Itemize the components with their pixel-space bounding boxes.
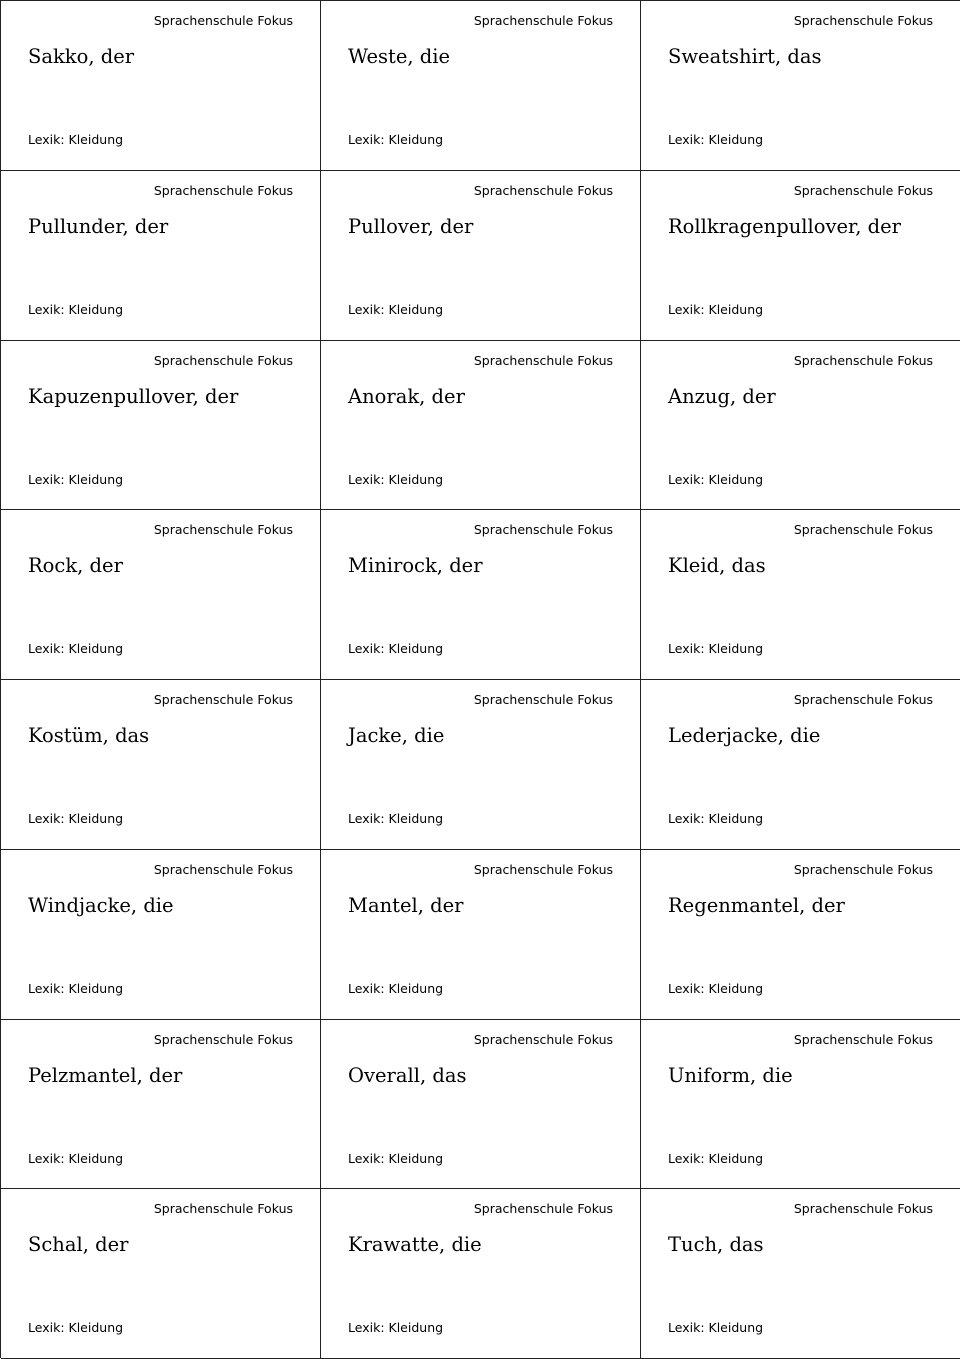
card-school-name: Sprachenschule Fokus [153,522,293,538]
card-school-name: Sprachenschule Fokus [153,13,293,28]
card-school-name: Sprachenschule Fokus [793,522,933,538]
card-topic-label: Lexik: Kleidung [668,1150,764,1166]
card-vocabulary-word: Lederjacke, die [668,724,821,747]
card-topic-label: Lexik: Kleidung [28,301,124,317]
flashcard [1,850,321,1020]
card-topic-label: Lexik: Kleidung [348,1150,444,1166]
card-topic-label: Lexik: Kleidung [668,980,764,996]
card-topic-label: Lexik: Kleidung [668,132,764,147]
card-school-name: Sprachenschule Fokus [473,352,613,368]
flashcard [321,1189,641,1359]
flashcard [1,1,321,171]
card-vocabulary-word: Jacke, die [348,724,445,747]
flashcard [321,1020,641,1190]
card-school-name: Sprachenschule Fokus [793,352,933,368]
card-school-name: Sprachenschule Fokus [473,182,613,198]
card-topic-label: Lexik: Kleidung [28,1150,124,1166]
card-school-name: Sprachenschule Fokus [793,861,933,877]
flashcard [321,510,641,680]
card-vocabulary-word: Pelzmantel, der [28,1063,183,1087]
card-topic-label: Lexik: Kleidung [28,1320,124,1336]
flashcard [641,850,960,1020]
card-vocabulary-word: Weste, die [348,45,451,68]
card-school-name: Sprachenschule Fokus [153,1031,293,1047]
card-school-name: Sprachenschule Fokus [473,13,613,28]
card-topic-label: Lexik: Kleidung [28,980,124,996]
card-vocabulary-word: Kleid, das [668,554,766,578]
card-school-name: Sprachenschule Fokus [153,1201,293,1217]
card-topic-label: Lexik: Kleidung [668,471,764,487]
flashcard [1,341,321,511]
card-vocabulary-word: Rollkragenpullover, der [668,214,901,238]
card-vocabulary-word: Uniform, die [668,1063,793,1087]
card-vocabulary-word: Anzug, der [668,384,776,408]
card-topic-label: Lexik: Kleidung [28,641,124,657]
card-vocabulary-word: Sakko, der [28,45,135,68]
flashcard [1,1020,321,1190]
card-school-name: Sprachenschule Fokus [153,692,293,707]
card-vocabulary-word: Overall, das [348,1063,467,1087]
card-school-name: Sprachenschule Fokus [473,522,613,538]
card-vocabulary-word: Regenmantel, der [668,893,845,917]
flashcard [321,850,641,1020]
flashcard [641,1020,960,1190]
card-school-name: Sprachenschule Fokus [153,861,293,877]
card-school-name: Sprachenschule Fokus [473,692,613,707]
card-topic-label: Lexik: Kleidung [668,641,764,657]
flashcard [321,171,641,341]
card-topic-label: Lexik: Kleidung [28,471,124,487]
card-vocabulary-word: Kapuzenpullover, der [28,384,239,408]
card-school-name: Sprachenschule Fokus [153,352,293,368]
card-school-name: Sprachenschule Fokus [793,182,933,198]
flashcard [641,510,960,680]
card-vocabulary-word: Rock, der [28,554,123,578]
card-topic-label: Lexik: Kleidung [28,811,124,826]
flashcard [641,1189,960,1359]
card-vocabulary-word: Schal, der [28,1233,129,1257]
card-topic-label: Lexik: Kleidung [668,301,764,317]
card-vocabulary-word: Tuch, das [668,1233,764,1257]
card-vocabulary-word: Krawatte, die [348,1233,482,1257]
flashcard [641,341,960,511]
card-school-name: Sprachenschule Fokus [473,1201,613,1217]
card-topic-label: Lexik: Kleidung [348,132,444,147]
card-vocabulary-word: Kostüm, das [28,724,150,747]
flashcard [641,171,960,341]
card-school-name: Sprachenschule Fokus [793,1031,933,1047]
card-school-name: Sprachenschule Fokus [473,861,613,877]
card-topic-label: Lexik: Kleidung [348,641,444,657]
card-topic-label: Lexik: Kleidung [348,980,444,996]
card-vocabulary-word: Pullunder, der [28,214,169,238]
flashcard [641,680,960,850]
card-school-name: Sprachenschule Fokus [793,1201,933,1217]
flashcard [321,341,641,511]
card-vocabulary-word: Windjacke, die [28,893,174,917]
card-vocabulary-word: Minirock, der [348,554,483,578]
card-topic-label: Lexik: Kleidung [668,811,764,826]
card-school-name: Sprachenschule Fokus [793,13,933,28]
flashcard [1,680,321,850]
card-school-name: Sprachenschule Fokus [793,692,933,707]
card-vocabulary-word: Pullover, der [348,214,474,238]
card-topic-label: Lexik: Kleidung [348,471,444,487]
flashcard [1,1189,321,1359]
card-vocabulary-word: Sweatshirt, das [668,45,822,68]
flashcard [1,171,321,341]
card-topic-label: Lexik: Kleidung [348,301,444,317]
card-topic-label: Lexik: Kleidung [668,1320,764,1336]
card-topic-label: Lexik: Kleidung [348,811,444,826]
flashcard [321,1,641,171]
flashcard [321,680,641,850]
card-school-name: Sprachenschule Fokus [153,182,293,198]
flashcard [641,1,960,171]
card-vocabulary-word: Anorak, der [348,384,465,408]
flashcard [1,510,321,680]
card-school-name: Sprachenschule Fokus [473,1031,613,1047]
card-vocabulary-word: Mantel, der [348,893,464,917]
card-topic-label: Lexik: Kleidung [28,132,124,147]
card-topic-label: Lexik: Kleidung [348,1320,444,1336]
